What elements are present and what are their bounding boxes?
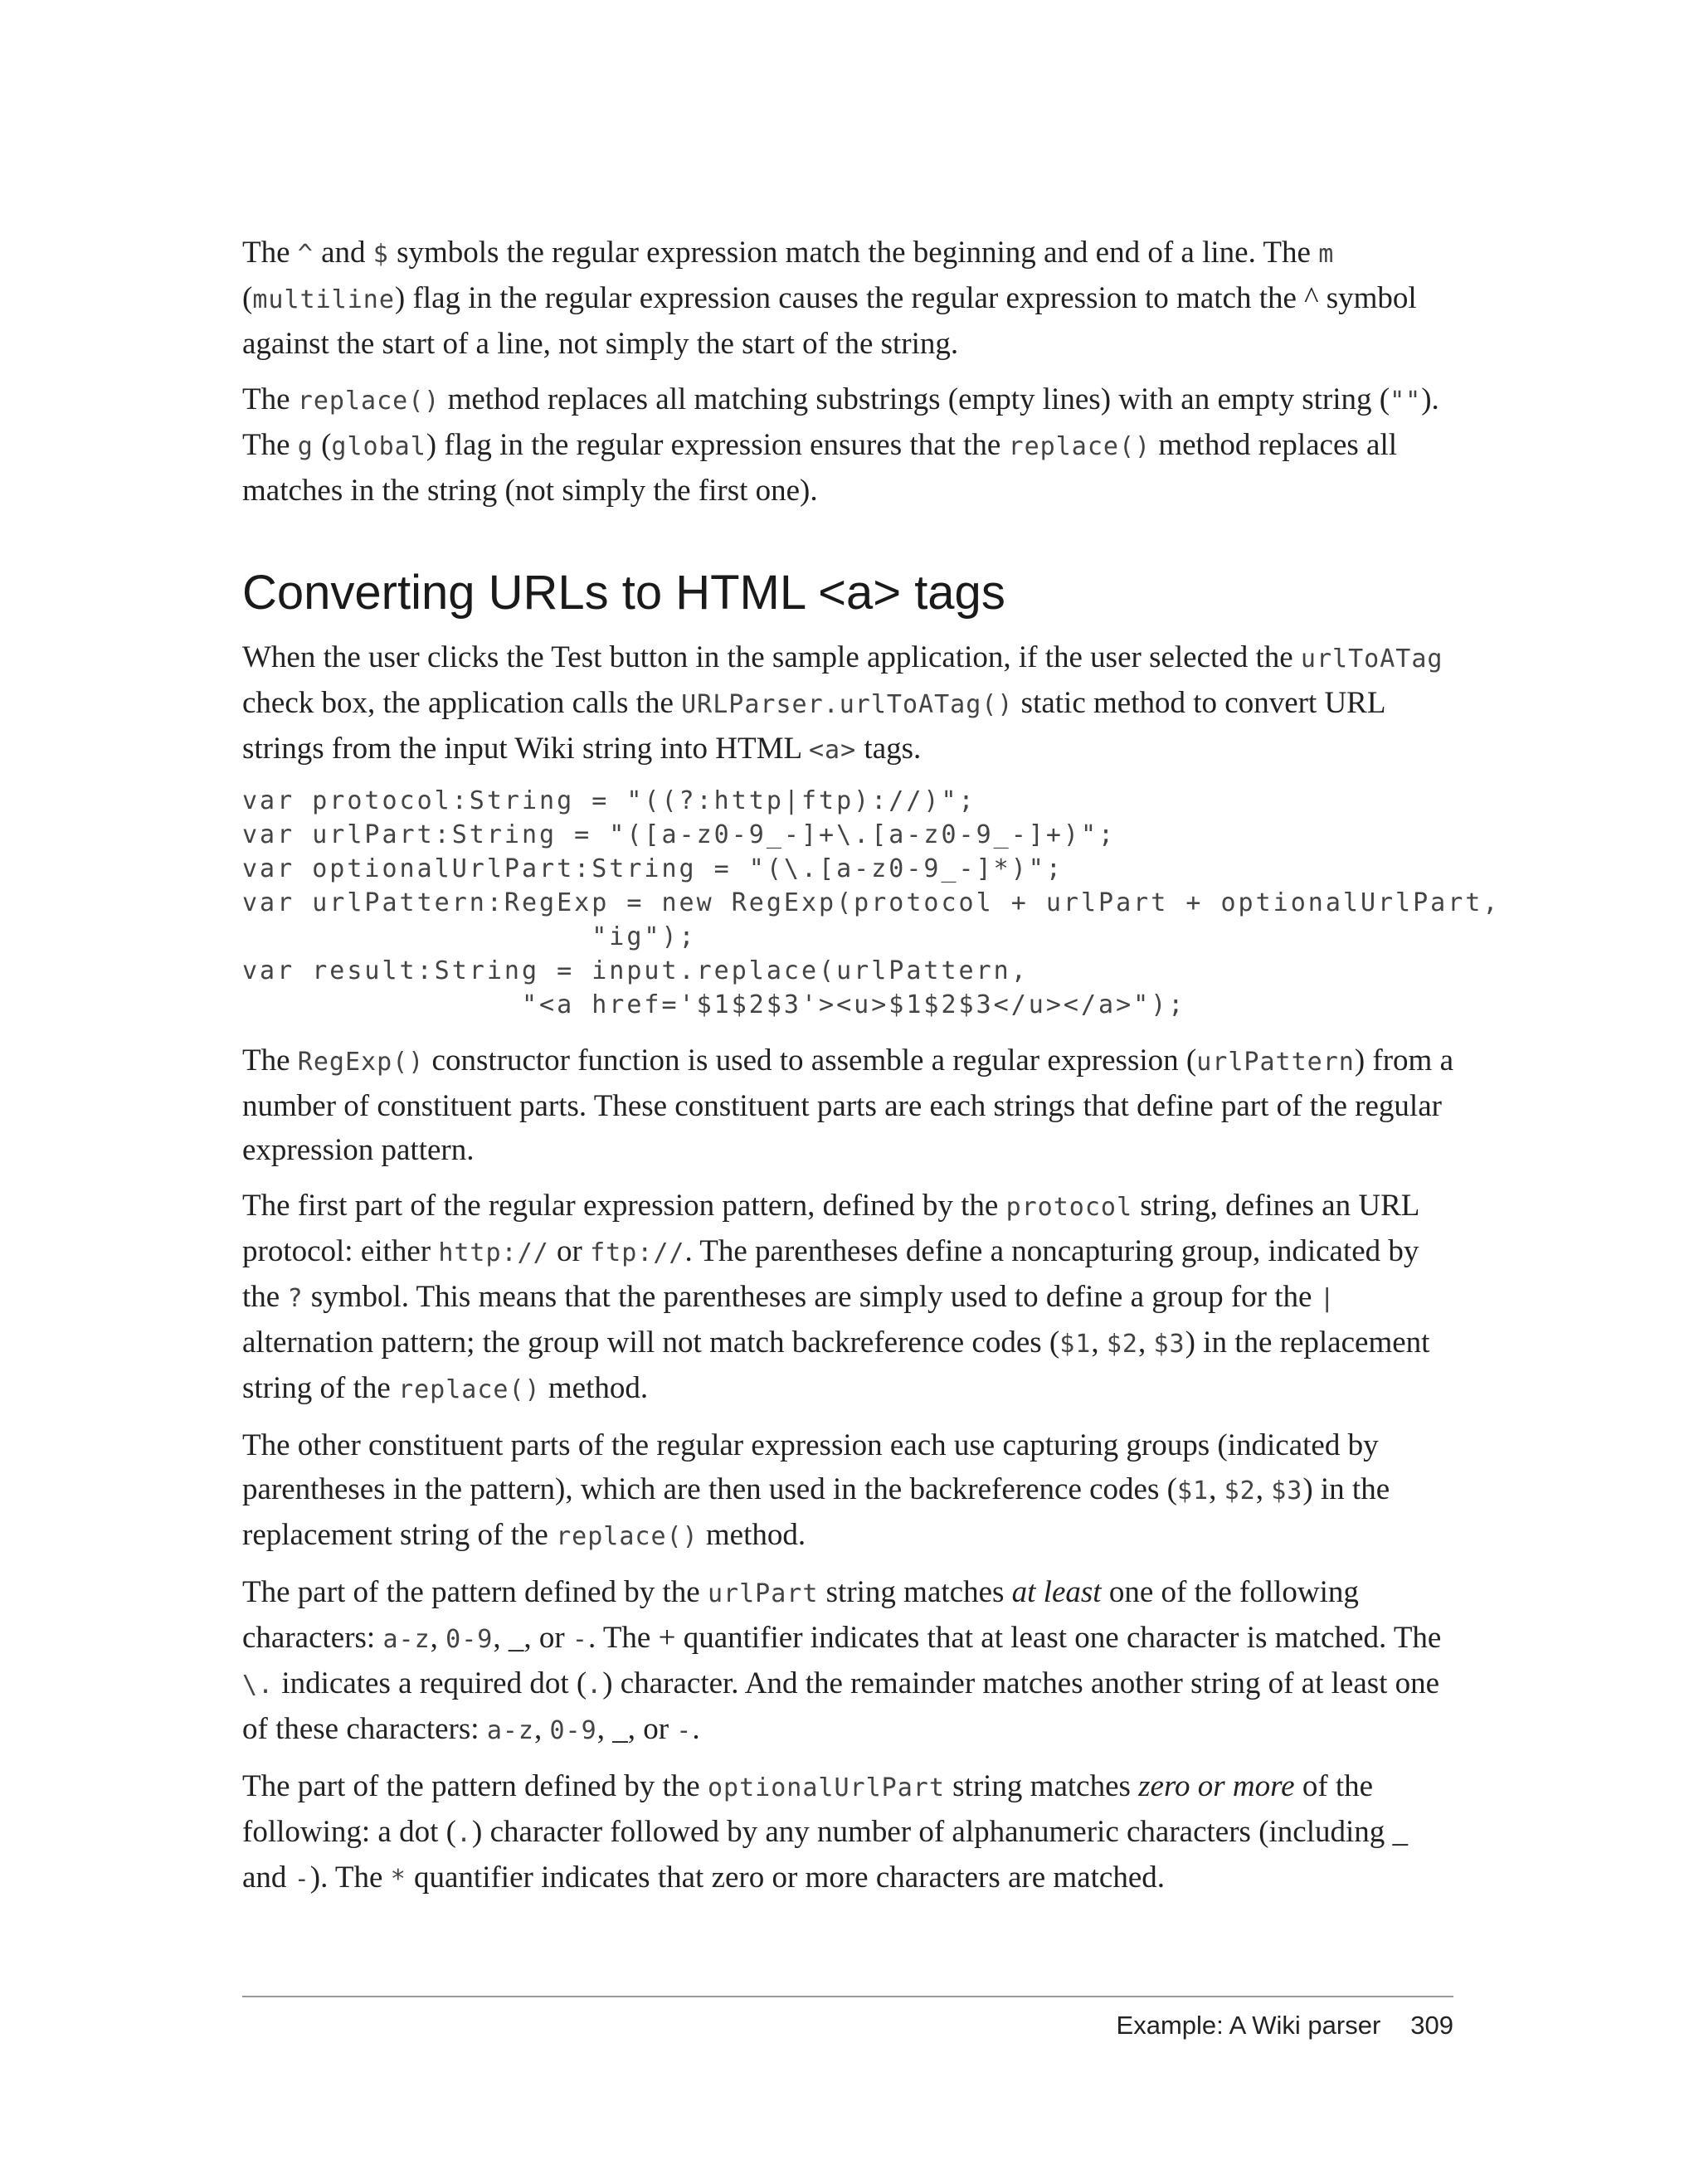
paragraph-regexp-constructor: The RegExp() constructor function is used to assemble a regular expression (urlPattern) from a number of constituent parts. These constituent parts are each strings that define part of the regular expression pattern. [242,1043,1453,1167]
paragraph-capturing-groups: The other constituent parts of the regular expression each use capturing groups (indicated by parentheses in the pattern), which are then used in the backreference codes ($1, $2, $3) in the replacement string of the replace() method. [242,1428,1390,1552]
footer-section-title: Example: A Wiki parser [1116,2011,1381,2040]
footer-divider [242,1996,1453,1997]
page-number: 309 [1410,2011,1453,2040]
paragraph-protocol: The first part of the regular expression pattern, defined by the protocol string, defines an URL protocol: either http:// or ftp://. The parentheses define a noncapturing group, indicated by the ? symbol. This means that the parentheses are simply used to define a group for the | alternation pattern; the group will not match backreference codes ($1, $2, $3) in the replacement string of the replace() method. [242,1189,1430,1405]
paragraph-urlpart: The part of the pattern defined by the urlPart string matches at least one of the following characters: a-z, 0-9, _, or -. The + quantifier indicates that at least one character is matched. The \. indicates a required dot (.) character. And the remainder matches another string of at least one of these characters: a-z, 0-9, _, or -. [242,1575,1442,1746]
section-heading: Converting URLs to HTML <a> tags [242,566,1005,620]
page-footer [1117,2011,1453,2041]
page-body [242,231,1501,1913]
code-listing: var protocol:String = "((?:http|ftp)://)"; var urlPart:String = "([a-z0-9_-]+\.[a-z0-9_-]+)"; var optionalUrlPart:String = "(\.[a-z0-9_-]*)"; var urlPattern:RegExp = new RegExp(protocol + urlPart + optionalUrlPart, "ig"); var result:String = input.replace(urlPattern, "<a href='$1$2$3'><u>$1$2$3</u></a>"); [242,786,1501,1019]
paragraph-anchors: The ^ and $ symbols the regular expression match the beginning and end of a line. The m (multiline) flag in the regular expression causes the regular expression to match the ^ symbol against the start of a line, not simply the start of the string. [242,236,1417,361]
paragraph-optional-urlpart: The part of the pattern defined by the optionalUrlPart string matches zero or more of the following: a dot (.) character followed by any number of alphanumeric characters (including _ and -). The * quantifier indicates that zero or more characters are matched. [242,1769,1409,1895]
paragraph-replace: The replace() method replaces all matching substrings (empty lines) with an empty string (""). The g (global) flag in the regular expression ensures that the replace() method replaces all matches in the string (not simply the first one). [242,382,1439,508]
paragraph-intro: When the user clicks the Test button in the sample application, if the user selected the urlToATag check box, the application calls the URLParser.urlToATag() static method to convert URL strings from the input Wiki string into HTML <a> tags. [242,640,1443,766]
